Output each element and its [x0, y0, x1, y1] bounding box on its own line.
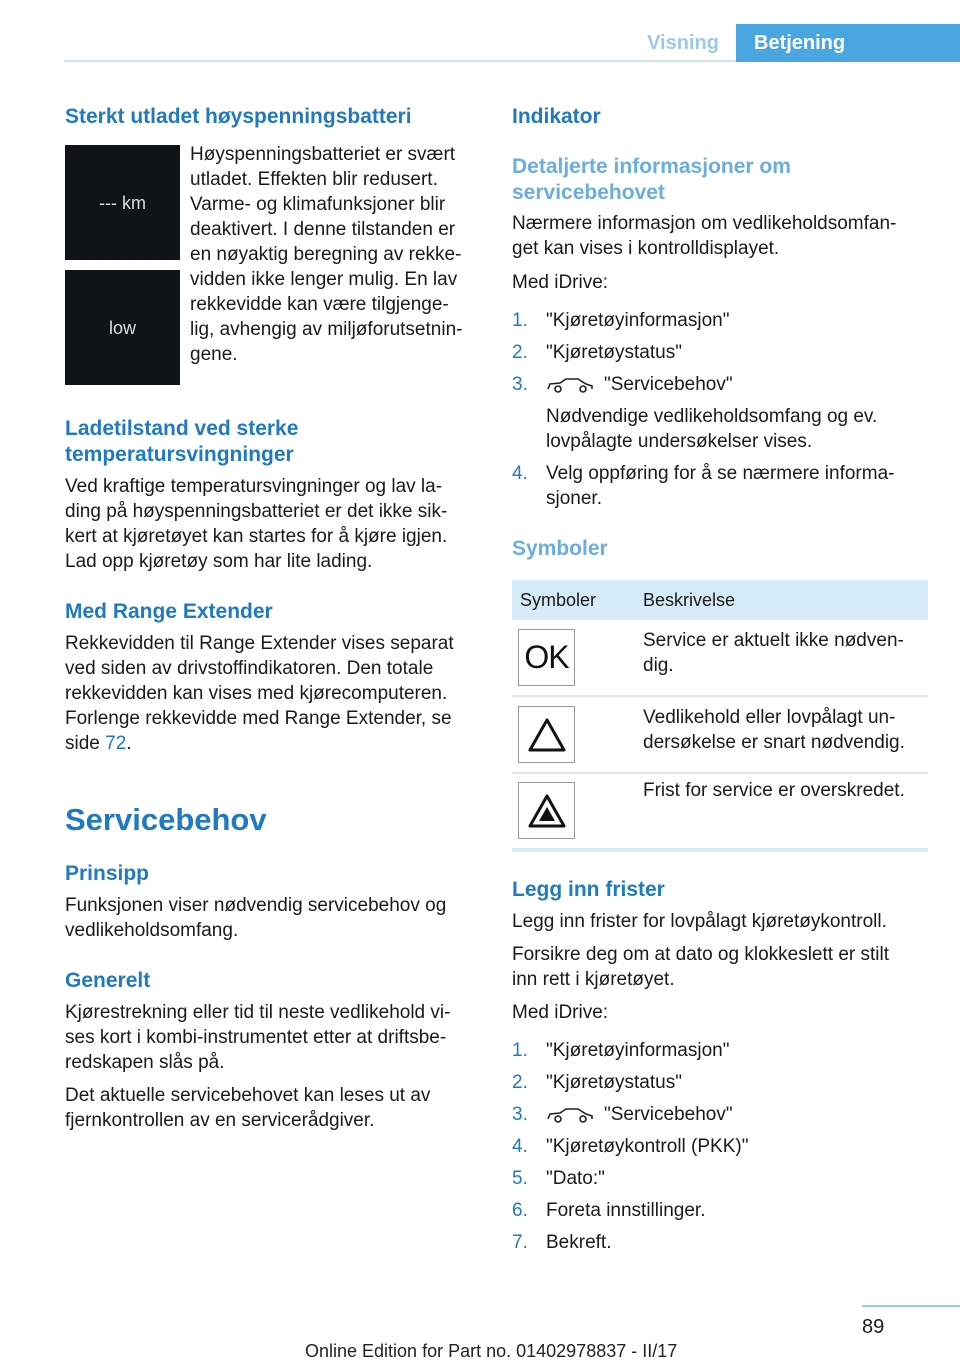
deadlines-text-1: Legg inn frister for lovpålagt kjøretøykontroll. — [512, 911, 887, 932]
symbols-table — [512, 580, 928, 849]
step-text: "Kjøretøystatus" — [546, 342, 682, 363]
car-icon — [546, 1106, 594, 1124]
page-number: 89 — [862, 1316, 885, 1338]
step-text: "Servicebehov" — [604, 1104, 733, 1125]
step-text: "Dato:" — [546, 1168, 605, 1189]
step-text: "Kjøretøyinformasjon" — [546, 310, 730, 331]
car-icon — [546, 376, 594, 394]
text-line: Ved kraftige temperatursvingninger og lav la- — [65, 476, 443, 497]
tab-betjening[interactable]: Betjening — [736, 24, 960, 62]
text-line: utladet. Effekten blir redusert. — [190, 169, 438, 190]
details-heading — [512, 154, 791, 206]
table-row — [512, 697, 928, 774]
deadlines-text-2 — [512, 942, 932, 992]
general-heading: Generelt — [65, 969, 151, 992]
text-line: dersøkelse er snart nødvendig. — [643, 732, 905, 753]
text-line: Forlenge rekkevidde med Range Extender, se — [65, 708, 452, 729]
list-item — [512, 1102, 932, 1127]
step-note-line: Nødvendige vedlikeholdsomfang og ev. — [546, 406, 878, 427]
deadlines-heading: Legg inn frister — [512, 878, 665, 901]
triangle-outline-icon — [518, 706, 575, 763]
step-text: Velg oppføring for å se nærmere informa- — [546, 463, 895, 484]
text-fragment: side — [65, 733, 100, 754]
text-line: inn rett i kjøretøyet. — [512, 969, 675, 990]
text-line: Varme- og klimafunksjoner blir — [190, 194, 446, 215]
principle-text — [65, 893, 485, 943]
ok-text: OK — [524, 639, 569, 675]
triangle-warning-icon — [518, 782, 575, 839]
text-line: Vedlikehold eller lovpålagt un- — [643, 707, 896, 728]
text-line: gene. — [190, 344, 238, 365]
list-item — [512, 1070, 932, 1095]
text-line: rekkevidde kan være tilgjenge- — [190, 294, 449, 315]
display-low-image — [65, 270, 180, 385]
idrive-label: Med iDrive: — [512, 272, 609, 293]
text-line: Høyspenningsbatteriet er svært — [190, 144, 456, 165]
charge-heading — [65, 416, 298, 468]
text-line: get kan vises i kontrolldisplayet. — [512, 238, 780, 259]
heading-line: temperatursvingninger — [65, 443, 294, 466]
text-line: Det aktuelle servicebehovet kan leses ut av — [65, 1085, 431, 1106]
text-line: redskapen slås på. — [65, 1052, 225, 1073]
text-fragment: . — [126, 733, 132, 754]
battery-text — [190, 142, 490, 367]
text-line: Service er aktuelt ikke nødven- — [643, 630, 904, 651]
step-number: 2. — [512, 342, 528, 363]
text-line: ved siden av drivstoffindikatoren. Den totale — [65, 658, 434, 679]
battery-heading: Sterkt utladet høyspenningsbatteri — [65, 105, 412, 128]
text-line: ses kort i kombi-instrumentet etter at driftsbe- — [65, 1027, 447, 1048]
step-number: 1. — [512, 310, 528, 331]
step-number: 1. — [512, 1040, 528, 1061]
principle-heading: Prinsipp — [65, 862, 150, 885]
table-row — [512, 620, 928, 697]
indicator-heading: Indikator — [512, 105, 601, 128]
general-text-2 — [65, 1083, 485, 1133]
step-number: 4. — [512, 1136, 528, 1157]
list-item — [512, 308, 932, 333]
details-text — [512, 211, 932, 261]
text-line: vedlikeholdsomfang. — [65, 920, 239, 941]
step-number: 2. — [512, 1072, 528, 1093]
list-item — [512, 1198, 932, 1223]
step-number: 3. — [512, 1104, 528, 1125]
table-end-rule — [512, 848, 928, 852]
steps-list-1 — [512, 308, 932, 511]
row-description — [643, 778, 928, 803]
text-line: Lad opp kjøretøy som har lite lading. — [65, 551, 373, 572]
text-line: Forsikre deg om at dato og klokkeslett er stilt — [512, 944, 889, 965]
text-line: dig. — [643, 655, 674, 676]
text-line: Kjørestrekning eller tid til neste vedlikehold vi- — [65, 1002, 451, 1023]
text-line: vidden ikke lenger mulig. En lav — [190, 269, 458, 290]
list-item — [512, 1038, 932, 1063]
symbols-heading: Symboler — [512, 537, 608, 560]
step-text-cont: sjoner. — [546, 488, 602, 509]
tab-visning[interactable]: Visning — [647, 32, 719, 54]
display-km-image — [65, 145, 180, 260]
step-text: "Kjøretøystatus" — [546, 1072, 682, 1093]
table-row — [512, 774, 928, 849]
text-line: kert at kjøretøyet kan startes for å kjøre igjen. — [65, 526, 448, 547]
text-line: Nærmere informasjon om vedlikeholdsomfan- — [512, 213, 897, 234]
range-text — [65, 631, 485, 756]
heading-line: servicebehovet — [512, 181, 665, 204]
step-text: "Servicebehov" — [604, 374, 733, 395]
col-symbols: Symboler — [520, 590, 597, 610]
text-line: rekkevidden kan vises med kjørecomputeren. — [65, 683, 448, 704]
heading-line: Detaljerte informasjoner om — [512, 155, 791, 178]
steps-list-2 — [512, 1038, 932, 1255]
step-number: 5. — [512, 1168, 528, 1189]
list-item — [512, 340, 932, 365]
edition-note: Online Edition for Part no. 01402978837 - II/17 — [305, 1341, 678, 1361]
col-description: Beskrivelse — [643, 590, 736, 610]
step-text: "Kjøretøykontroll (PKK)" — [546, 1136, 749, 1157]
range-heading: Med Range Extender — [65, 600, 273, 623]
heading-line: Ladetilstand ved sterke — [65, 417, 299, 440]
step-number: 3. — [512, 374, 528, 395]
display-low-text: low — [108, 318, 136, 338]
list-item — [512, 461, 932, 511]
footer-rule — [862, 1305, 960, 1307]
text-line: ding på høyspenningsbatteriet er det ikke sik- — [65, 501, 448, 522]
text-line: deaktivert. I denne tilstanden er — [190, 219, 456, 240]
idrive-label-2: Med iDrive: — [512, 1002, 609, 1023]
ok-icon — [518, 629, 575, 686]
list-item — [512, 372, 932, 454]
text-line: lig, avhengig av miljøforutsetnin- — [190, 319, 463, 340]
display-km-text: --- km — [99, 193, 146, 213]
list-item — [512, 1166, 932, 1191]
charge-text — [65, 474, 485, 574]
list-item — [512, 1230, 932, 1255]
step-text: "Kjøretøyinformasjon" — [546, 1040, 730, 1061]
step-text: Bekreft. — [546, 1232, 612, 1253]
list-item — [512, 1134, 932, 1159]
row-description — [643, 705, 928, 755]
table-header — [512, 580, 928, 620]
text-line: Frist for service er overskredet. — [643, 780, 905, 801]
service-title: Servicebehov — [65, 802, 267, 837]
text-line: fjernkontrollen av en servicerådgiver. — [65, 1110, 375, 1131]
step-number: 4. — [512, 463, 528, 484]
step-text: Foreta innstillinger. — [546, 1200, 706, 1221]
page-72-link[interactable]: 72 — [105, 733, 127, 754]
row-description — [643, 628, 928, 678]
step-number: 6. — [512, 1200, 528, 1221]
general-text-1 — [65, 1000, 485, 1075]
step-note-line: lovpålagte undersøkelser vises. — [546, 431, 813, 452]
text-line: Funksjonen viser nødvendig servicebehov og — [65, 895, 447, 916]
text-line: Rekkevidden til Range Extender vises separat — [65, 633, 454, 654]
step-number: 7. — [512, 1232, 528, 1253]
text-line: en nøyaktig beregning av rekke- — [190, 244, 462, 265]
